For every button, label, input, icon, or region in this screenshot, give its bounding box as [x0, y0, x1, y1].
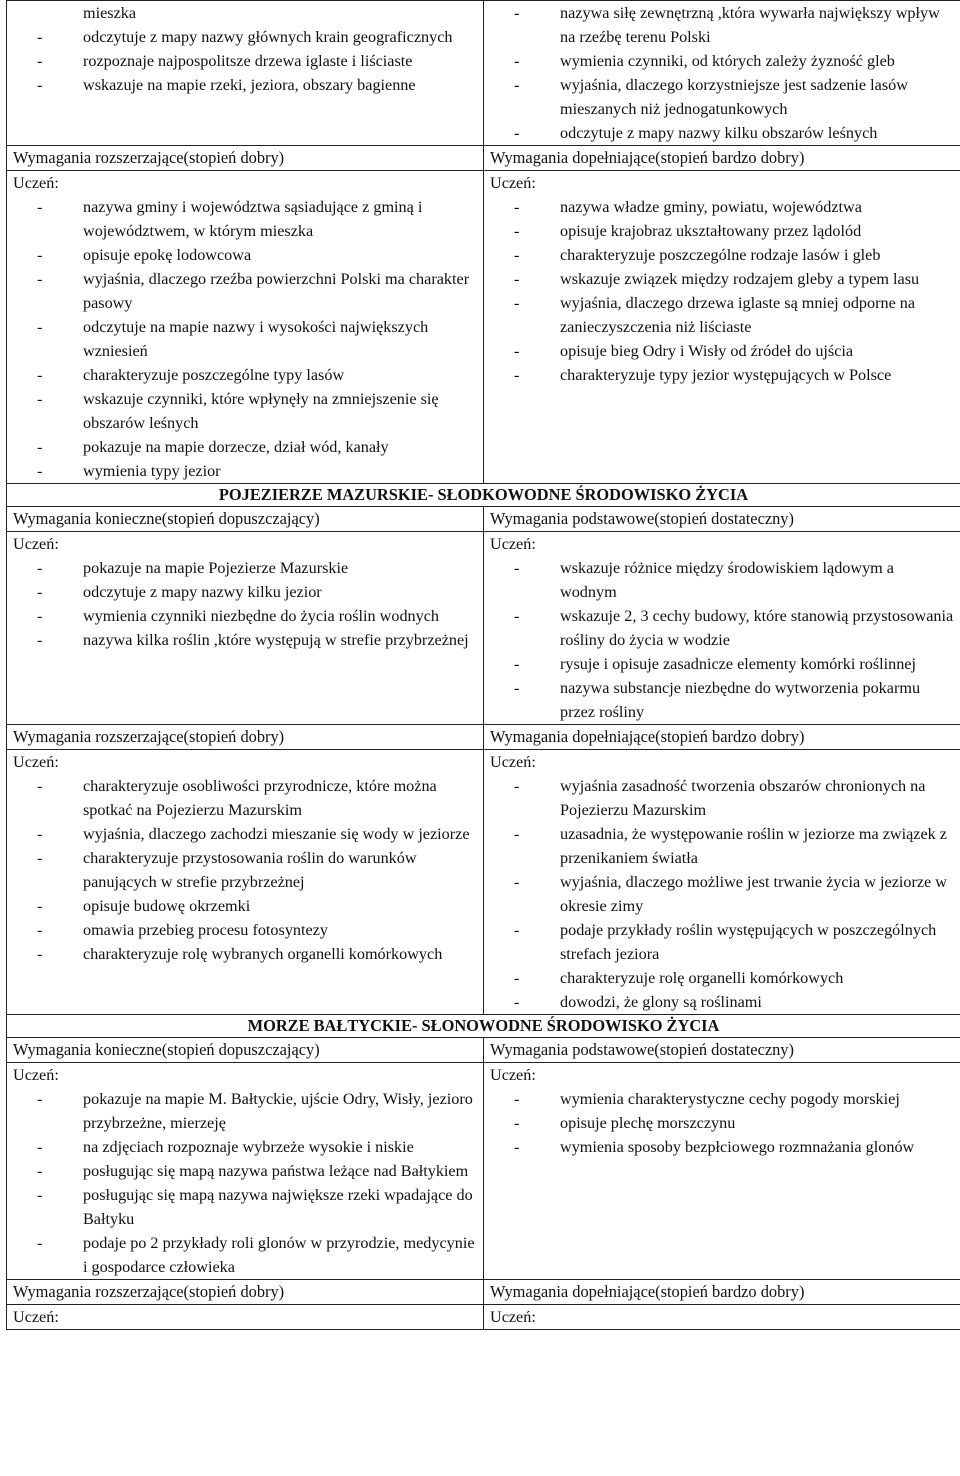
- uczen-label: Uczeń:: [490, 753, 536, 771]
- list-item: - nazywa władze gminy, powiatu, województwa: [514, 198, 862, 216]
- list-item: - nazywa gminy i województwa sąsiadujące z gminą i województwem, w którym mieszka: [37, 198, 423, 240]
- list-item: - posługując się mapą nazywa państwa leżące nad Bałtykiem: [37, 1162, 469, 1180]
- list-item: - posługując się mapą nazywa największe rzeki wpadające do Bałtyku: [37, 1186, 473, 1228]
- header-rozszerzajace: Wymagania rozszerzające(stopień dobry): [7, 146, 484, 171]
- list-item: - uzasadnia, że występowanie roślin w jeziorze ma związek z przenikaniem światła: [514, 825, 947, 867]
- list-item: - wymienia charakterystyczne cechy pogody morskiej: [514, 1090, 900, 1108]
- item-list: [13, 774, 477, 966]
- uczen-label: Uczeń:: [13, 535, 59, 553]
- list-item: - opisuje bieg Odry i Wisły od źródeł do ujścia: [514, 342, 854, 360]
- item-list: [13, 25, 477, 97]
- cell-content: [7, 1305, 484, 1330]
- list-item: - nazywa siłę zewnętrzną ,która wywarła największy wpływ na rzeźbę terenu Polski: [514, 4, 940, 46]
- item-list: [13, 195, 477, 483]
- list-item: - charakteryzuje typy jezior występujących w Polsce: [514, 366, 892, 384]
- list-item: - podaje po 2 przykłady roli glonów w przyrodzie, medycynie i gospodarce człowieka: [37, 1234, 475, 1276]
- list-item: - charakteryzuje przystosowania roślin do warunków panujących w strefie przybrzeżnej: [37, 849, 417, 891]
- uczen-label: Uczeń:: [490, 1308, 536, 1326]
- table-row: [7, 1, 960, 146]
- cell-content: [484, 750, 960, 1015]
- item-list: [490, 774, 954, 1014]
- uczen-label: Uczeń:: [490, 535, 536, 553]
- list-item: - wyjaśnia zasadność tworzenia obszarów chronionych na Pojezierzu Mazurskim: [514, 777, 926, 819]
- uczen-label: Uczeń:: [13, 1308, 59, 1326]
- item-list: [490, 1, 954, 145]
- header-dopelniajace: Wymagania dopełniające(stopień bardzo dobry): [484, 146, 960, 171]
- table-row: [7, 750, 960, 1015]
- cell-content: [484, 532, 960, 725]
- list-item: - opisuje krajobraz ukształtowany przez lądolód: [514, 222, 862, 240]
- spacer: [13, 966, 477, 990]
- list-item: - wyjaśnia, dlaczego możliwe jest trwanie życia w jeziorze w okresie zimy: [514, 873, 947, 915]
- header-rozszerzajace: Wymagania rozszerzające(stopień dobry): [7, 725, 484, 750]
- table-row: [7, 1305, 960, 1330]
- continuation-text: mieszka: [83, 4, 137, 22]
- item-list: [13, 1087, 477, 1279]
- cell-content: [484, 1063, 960, 1280]
- header-dopelniajace: Wymagania dopełniające(stopień bardzo dobry): [484, 1280, 960, 1305]
- list-item: - wymienia czynniki, od których zależy żyzność gleb: [514, 52, 895, 70]
- list-item: - odczytuje na mapie nazwy i wysokości największych wzniesień: [37, 318, 429, 360]
- uczen-label: Uczeń:: [490, 174, 536, 192]
- header-konieczne: Wymagania konieczne(stopień dopuszczający): [7, 1038, 484, 1063]
- list-item: - wskazuje związek między rodzajem gleby a typem lasu: [514, 270, 920, 288]
- cell-content: [484, 171, 960, 484]
- uczen-label: Uczeń:: [13, 174, 59, 192]
- list-item: - wskazuje na mapie rzeki, jeziora, obszary bagienne: [37, 76, 416, 94]
- table-row: [7, 507, 960, 532]
- list-item: - wskazuje czynniki, które wpłynęły na zmniejszenie się obszarów leśnych: [37, 390, 439, 432]
- list-item: - wymienia typy jezior: [37, 462, 221, 480]
- list-item: - pokazuje na mapie dorzecze, dział wód, kanały: [37, 438, 389, 456]
- list-item: - wyjaśnia, dlaczego zachodzi mieszanie się wody w jeziorze: [37, 825, 470, 843]
- header-podstawowe: Wymagania podstawowe(stopień dostateczny): [484, 1038, 960, 1063]
- table-row: [7, 725, 960, 750]
- list-item: - odczytuje z mapy nazwy głównych krain geograficznych: [37, 28, 453, 46]
- table-row: [7, 1063, 960, 1280]
- list-item: - odczytuje z mapy nazwy kilku jezior: [37, 583, 322, 601]
- list-item: - wymienia sposoby bezpłciowego rozmnażania glonów: [514, 1138, 915, 1156]
- list-item: - charakteryzuje rolę wybranych organelli komórkowych: [37, 945, 443, 963]
- list-item: - rozpoznaje najpospolitsze drzewa iglaste i liściaste: [37, 52, 413, 70]
- list-item: - nazywa substancje niezbędne do wytworzenia pokarmu przez rośliny: [514, 679, 921, 721]
- list-item: - rysuje i opisuje zasadnicze elementy komórki roślinnej: [514, 655, 917, 673]
- cell-top-left: [7, 1, 484, 146]
- list-item: - podaje przykłady roślin występujących w poszczególnych strefach jeziora: [514, 921, 937, 963]
- list-item: - opisuje epokę lodowcowa: [37, 246, 252, 264]
- uczen-label: Uczeń:: [490, 1066, 536, 1084]
- item-list: [490, 556, 954, 724]
- cell-content: [7, 532, 484, 725]
- list-item: - nazywa kilka roślin ,które występują w strefie przybrzeżnej: [37, 631, 469, 649]
- uczen-label: Uczeń:: [13, 753, 59, 771]
- list-item: - opisuje plechę morszczynu: [514, 1114, 736, 1132]
- table-row: [7, 171, 960, 484]
- header-dopelniajace: Wymagania dopełniające(stopień bardzo dobry): [484, 725, 960, 750]
- cell-content: [7, 1063, 484, 1280]
- list-item: - charakteryzuje poszczególne typy lasów: [37, 366, 345, 384]
- cell-content: [7, 750, 484, 1015]
- item-list: [490, 195, 954, 387]
- list-item: - pokazuje na mapie M. Bałtyckie, ujście Odry, Wisły, jezioro przybrzeżne, mierzeję: [37, 1090, 473, 1132]
- list-item: - pokazuje na mapie Pojezierze Mazurskie: [37, 559, 349, 577]
- table-row: [7, 532, 960, 725]
- section-title: MORZE BAŁTYCKIE- SŁONOWODNE ŚRODOWISKO ŻYCIA: [7, 1015, 960, 1038]
- header-podstawowe: Wymagania podstawowe(stopień dostateczny): [484, 507, 960, 532]
- header-rozszerzajace: Wymagania rozszerzające(stopień dobry): [7, 1280, 484, 1305]
- list-item: - wskazuje różnice między środowiskiem lądowym a wodnym: [514, 559, 894, 601]
- list-item: - wymienia czynniki niezbędne do życia roślin wodnych: [37, 607, 440, 625]
- list-item: - opisuje budowę okrzemki: [37, 897, 251, 915]
- requirements-table: [6, 0, 960, 1330]
- item-list: [13, 556, 477, 652]
- cell-content: [7, 171, 484, 484]
- table-row: [7, 146, 960, 171]
- list-item: - charakteryzuje rolę organelli komórkowych: [514, 969, 844, 987]
- list-item: - charakteryzuje osobliwości przyrodnicze, które można spotkać na Pojezierzu Mazurskim: [37, 777, 437, 819]
- table-row: [7, 484, 960, 507]
- table-row: [7, 1015, 960, 1038]
- list-item: - wyjaśnia, dlaczego rzeźba powierzchni Polski ma charakter pasowy: [37, 270, 470, 312]
- list-item: - charakteryzuje poszczególne rodzaje lasów i gleb: [514, 246, 881, 264]
- item-list: [490, 1087, 954, 1159]
- uczen-label: Uczeń:: [13, 1066, 59, 1084]
- header-konieczne: Wymagania konieczne(stopień dopuszczający): [7, 507, 484, 532]
- cell-content: [484, 1305, 960, 1330]
- table-row: [7, 1280, 960, 1305]
- list-item: - omawia przebieg procesu fotosyntezy: [37, 921, 328, 939]
- list-item: - wyjaśnia, dlaczego drzewa iglaste są mniej odporne na zanieczyszczenia niż liściaste: [514, 294, 916, 336]
- list-item: - wyjaśnia, dlaczego korzystniejsze jest sadzenie lasów mieszanych niż jednogatunkowych: [514, 76, 908, 118]
- list-item: - dowodzi, że glony są roślinami: [514, 993, 762, 1011]
- list-item: - odczytuje z mapy nazwy kilku obszarów leśnych: [514, 124, 878, 142]
- list-item: - na zdjęciach rozpoznaje wybrzeże wysokie i niskie: [37, 1138, 414, 1156]
- table-row: [7, 1038, 960, 1063]
- section-title: POJEZIERZE MAZURSKIE- SŁODKOWODNE ŚRODOWISKO ŻYCIA: [7, 484, 960, 507]
- list-item: - wskazuje 2, 3 cechy budowy, które stanowią przystosowania rośliny do życia w wodzie: [514, 607, 954, 649]
- cell-top-right: [484, 1, 960, 146]
